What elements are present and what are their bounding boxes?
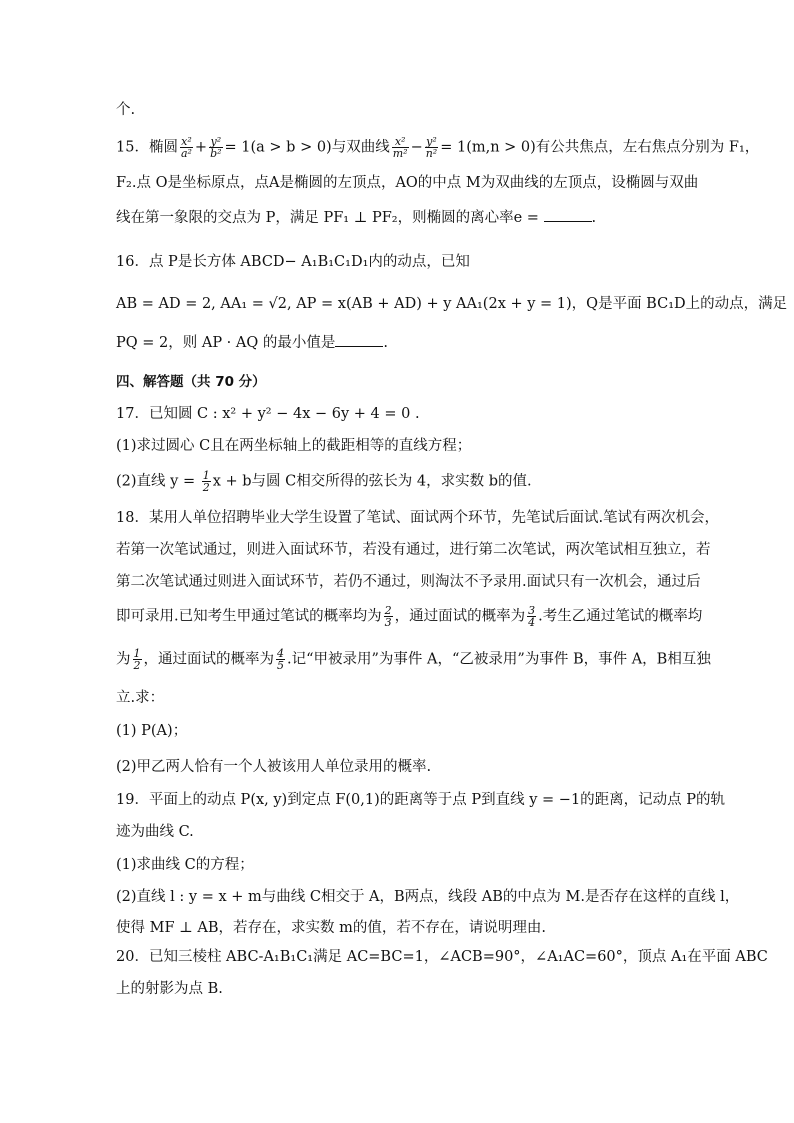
- question-19-line-1: [116, 790, 726, 810]
- numerator: y²: [210, 135, 222, 148]
- section-heading: [116, 372, 694, 392]
- text: x + b与圆 C相交所得的弦长为 4，求实数 b的值.: [212, 473, 532, 490]
- text: 即可录用.已知考生甲通过笔试的概率均为: [116, 608, 382, 625]
- numerator: 3: [528, 604, 536, 617]
- question-20-line-1: [116, 947, 768, 967]
- operator: = 1: [224, 139, 251, 156]
- question-15-line-1: [116, 135, 760, 160]
- text: (2)甲乙两人恰有一个人被该用人单位录用的概率.: [116, 759, 432, 775]
- question-18-line-2: [116, 540, 711, 560]
- question-19-line-4: [116, 887, 740, 907]
- operator: −: [410, 139, 423, 156]
- text: AB = AD = 2, AA₁ = √2, AP = x(AB + AD) + y AA₁(2x + y = 1)，Q是平面 BC₁D上的动点，满足: [116, 296, 788, 312]
- text: ，通过面试的概率为: [143, 651, 274, 668]
- text: 16．点 P是长方体 ABCD− A₁B₁C₁D₁内的动点，已知: [116, 254, 470, 270]
- answer-blank[interactable]: [544, 208, 592, 222]
- denominator: 2: [202, 481, 210, 494]
- text: (2)直线 l : y = x + m与曲线 C相交于 A，B两点，线段 AB的中点为 M.是否存在这样的直线 l，: [116, 889, 740, 905]
- operator: = 1: [440, 139, 467, 156]
- question-19-line-3: [116, 855, 694, 875]
- text: 18．某用人单位招聘毕业大学生设置了笔试、面试两个环节，先笔试后面试.笔试有两次机会，: [116, 510, 720, 526]
- fraction: [392, 136, 409, 159]
- numerator: 2: [384, 604, 392, 617]
- numerator: 1: [202, 469, 210, 482]
- fraction: [425, 136, 439, 159]
- text: PQ = 2，则 AP · AQ 的最小值是: [116, 335, 336, 351]
- text: ，通过面试的概率为: [394, 608, 526, 625]
- text: 17．已知圆 C : x² + y² − 4x − 6y + 4 = 0 .: [116, 406, 420, 422]
- question-18-line-8: [116, 757, 694, 777]
- text: 为: [116, 651, 131, 668]
- denominator: 5: [277, 659, 284, 672]
- text: .记“甲被录用”为事件 A，“乙被录用”为事件 B，事件 A，B相互独: [287, 651, 711, 668]
- text: 15．椭圆: [116, 139, 178, 156]
- text: (1) P(A)；: [116, 723, 188, 739]
- text: 个.: [116, 102, 136, 118]
- text: (m,n > 0)有公共焦点，左右焦点分别为 F₁，: [466, 139, 760, 156]
- denominator: 2: [133, 659, 141, 672]
- text: (2)直线 y =: [116, 473, 200, 490]
- fraction: [384, 605, 393, 628]
- text: .考生乙通过笔试的概率均: [538, 608, 703, 625]
- question-17-line-2: [116, 436, 694, 456]
- question-18-line-1: [116, 508, 720, 528]
- numerator: x²: [181, 135, 192, 148]
- numerator: 1: [133, 647, 141, 660]
- text: 第二次笔试通过则进入面试环节，若仍不通过，则淘汰不予录用.面试只有一次机会，通过后: [116, 574, 701, 590]
- answer-blank[interactable]: [335, 333, 383, 347]
- question-17-line-1: [116, 404, 694, 424]
- question-16-line-3: [116, 333, 694, 353]
- numerator: 4: [277, 647, 284, 660]
- fraction: [133, 648, 142, 671]
- fraction: [209, 136, 222, 159]
- text: 上的射影为点 B.: [116, 981, 223, 997]
- question-15-line-2: [116, 173, 699, 193]
- denominator: b²: [210, 147, 222, 160]
- text: (1)求过圆心 C且在两坐标轴上的截距相等的直线方程；: [116, 438, 472, 454]
- question-20-line-2: [116, 979, 694, 999]
- denominator: 4: [528, 616, 536, 629]
- question-18-line-6: [116, 688, 694, 708]
- fraction: [276, 648, 285, 671]
- question-19-line-5: [116, 918, 694, 938]
- question-16-line-1: [116, 252, 694, 272]
- text: .: [383, 335, 388, 351]
- fraction: [180, 136, 193, 159]
- operator: +: [194, 139, 208, 156]
- fraction: [202, 470, 211, 493]
- question-18-line-3: [116, 572, 701, 592]
- text: (a > b > 0)与双曲线: [250, 139, 390, 156]
- fraction: [527, 605, 536, 628]
- text: 立.求：: [116, 690, 165, 706]
- question-18-line-7: [116, 721, 694, 741]
- text: F₂.点 O是坐标原点，点A是椭圆的左顶点，AO的中点 M为双曲线的左顶点，设椭圆与双曲: [116, 175, 699, 191]
- question-16-line-2: [116, 294, 788, 314]
- denominator: a²: [180, 147, 192, 160]
- text-line: [116, 100, 694, 120]
- denominator: 3: [384, 616, 392, 629]
- text: .: [591, 210, 597, 226]
- question-18-line-5: [116, 647, 711, 672]
- text: 四、解答题（共 70 分）: [116, 374, 266, 390]
- text: (1)求曲线 C的方程；: [116, 857, 254, 873]
- question-18-line-4: [116, 604, 703, 629]
- text: 20．已知三棱柱 ABC-A₁B₁C₁满足 AC=BC=1，∠ACB=90°，∠A₁AC=60°，顶点 A₁在平面 ABC: [116, 949, 768, 965]
- question-17-line-3: [116, 470, 694, 493]
- question-15-line-3: [116, 208, 694, 228]
- denominator: n²: [425, 147, 438, 160]
- text: 线在第一象限的交点为 P，满足 PF₁ ⊥ PF₂，则椭圆的离心率e =: [116, 210, 544, 226]
- numerator: y²: [426, 135, 437, 148]
- denominator: m²: [392, 147, 408, 160]
- text: 使得 MF ⊥ AB，若存在，求实数 m的值，若不存在，请说明理由.: [116, 920, 546, 936]
- question-19-line-2: [116, 822, 694, 842]
- text: 19．平面上的动点 P(x, y)到定点 F(0,1)的距离等于点 P到直线 y = −1的距离，记动点 P的轨: [116, 792, 726, 808]
- text: 若第一次笔试通过，则进入面试环节，若没有通过，进行第二次笔试，两次笔试相互独立，若: [116, 542, 711, 558]
- text: 迹为曲线 C.: [116, 824, 194, 840]
- numerator: x²: [392, 136, 409, 148]
